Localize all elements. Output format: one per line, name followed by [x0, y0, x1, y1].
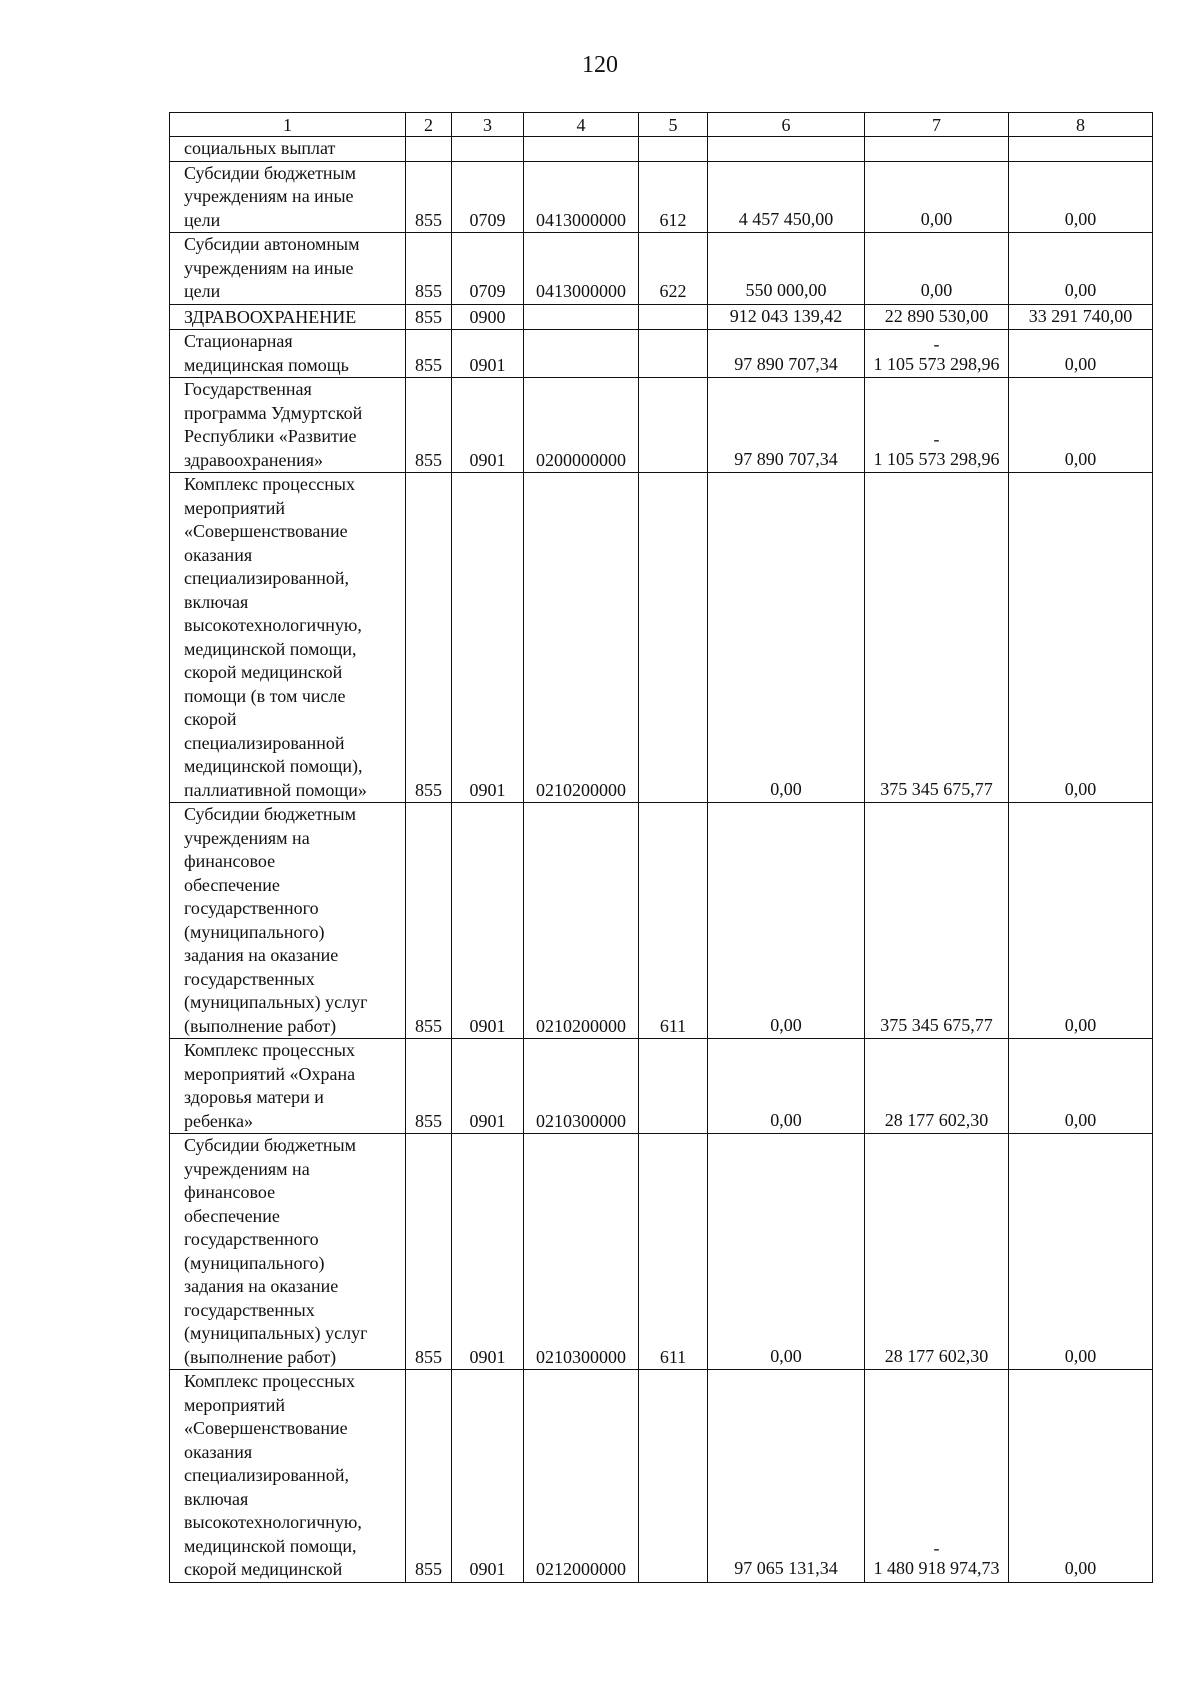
section-code-cell: 0901 [452, 330, 524, 378]
target-article-cell: 0210300000 [524, 1039, 639, 1134]
amount-value: 375 345 675,77 [880, 1014, 993, 1035]
ministry-code-cell: 855 [406, 1370, 452, 1583]
section-code-cell: 0901 [452, 1370, 524, 1583]
expense-type-cell: 612 [639, 161, 708, 233]
amount-col8-cell: 0,00 [1009, 1039, 1153, 1134]
amount-col8-cell: 0,00 [1009, 161, 1153, 233]
target-article-cell: 0413000000 [524, 233, 639, 305]
amount-col6-cell: 97 890 707,34 [708, 330, 865, 378]
amount-value: 28 177 602,30 [884, 1109, 989, 1130]
amount-col7-cell [865, 803, 1009, 1039]
dash-mark: - [933, 333, 940, 354]
row-name-cell: Комплекс процессных мероприятий «Охрана здоровья матери и ребенка» [170, 1039, 406, 1134]
ministry-code-cell: 855 [406, 1134, 452, 1370]
table-row [170, 304, 1153, 330]
amount-value: 0,00 [920, 208, 953, 229]
amount-col8-cell: 0,00 [1009, 378, 1153, 473]
row-name-cell: Субсидии бюджетным учреждениям на иные цели [170, 161, 406, 233]
amount-col8-cell: 0,00 [1009, 1370, 1153, 1583]
ministry-code-cell: 855 [406, 378, 452, 473]
column-header: 6 [708, 113, 865, 137]
column-header: 4 [524, 113, 639, 137]
table-row [170, 137, 1153, 162]
amount-col7-cell [865, 1134, 1009, 1370]
section-code-cell: 0900 [452, 304, 524, 330]
dash-mark: - [933, 1538, 940, 1558]
amount-value: 1 480 918 974,73 [873, 1558, 1000, 1578]
target-article-cell [524, 137, 639, 162]
ministry-code-cell [406, 137, 452, 162]
amount-col6-cell: 0,00 [708, 1134, 865, 1370]
amount-col8-cell: 0,00 [1009, 803, 1153, 1039]
expense-type-cell [639, 304, 708, 330]
target-article-cell: 0212000000 [524, 1370, 639, 1583]
amount-col6-cell: 912 043 139,42 [708, 304, 865, 330]
expense-type-cell [639, 378, 708, 473]
row-name-cell: Комплекс процессных мероприятий «Совершенствование оказания специализированной, включая высокотехнологичную, медицинской помощи, скорой медицинской [170, 1370, 406, 1583]
row-name-cell: Стационарная медицинская помощь [170, 330, 406, 378]
section-code-cell: 0901 [452, 473, 524, 803]
section-code-cell: 0901 [452, 378, 524, 473]
ministry-code-cell: 855 [406, 161, 452, 233]
amount-value: 28 177 602,30 [884, 1345, 989, 1366]
ministry-code-cell: 855 [406, 1039, 452, 1134]
amount-col6-cell: 4 457 450,00 [708, 161, 865, 233]
row-name-cell: ЗДРАВООХРАНЕНИЕ [170, 304, 406, 330]
target-article-cell [524, 330, 639, 378]
amount-col6-cell: 97 065 131,34 [708, 1370, 865, 1583]
ministry-code-cell: 855 [406, 803, 452, 1039]
expense-type-cell [639, 1039, 708, 1134]
amount-col8-cell: 0,00 [1009, 233, 1153, 305]
amount-col8-cell: 0,00 [1009, 330, 1153, 378]
ministry-code-cell: 855 [406, 473, 452, 803]
page-number: 120 [582, 52, 618, 78]
amount-col7-cell [865, 161, 1009, 233]
section-code-cell: 0901 [452, 1039, 524, 1134]
section-code-cell [452, 137, 524, 162]
section-code-cell: 0901 [452, 1134, 524, 1370]
amount-col8-cell [1009, 137, 1153, 162]
target-article-cell: 0210200000 [524, 473, 639, 803]
amount-col8-cell: 0,00 [1009, 1134, 1153, 1370]
row-name-cell: социальных выплат [170, 137, 406, 162]
expense-type-cell [639, 137, 708, 162]
budget-table [169, 112, 1153, 1583]
row-name-cell: Комплекс процессных мероприятий «Совершенствование оказания специализированной, включая высокотехнологичную, медицинской помощи, скорой медицинской помощи (в том числе скорой специализированной медицинской помощи), паллиативной помощи» [170, 473, 406, 803]
header-row [170, 113, 1153, 137]
amount-col8-cell: 33 291 740,00 [1009, 304, 1153, 330]
expense-type-cell: 611 [639, 803, 708, 1039]
amount-col7-cell [865, 1370, 1009, 1583]
expense-type-cell [639, 330, 708, 378]
table-row [170, 233, 1153, 305]
amount-col6-cell: 97 890 707,34 [708, 378, 865, 473]
table-row [170, 1370, 1153, 1583]
section-code-cell: 0709 [452, 233, 524, 305]
row-name-cell: Субсидии бюджетным учреждениям на финансовое обеспечение государственного (муниципального) задания на оказание государственных (муниципальных) услуг (выполнение работ) [170, 1134, 406, 1370]
expense-type-cell [639, 1370, 708, 1583]
table-row [170, 378, 1153, 473]
ministry-code-cell: 855 [406, 233, 452, 305]
expense-type-cell: 611 [639, 1134, 708, 1370]
amount-col7-cell [865, 473, 1009, 803]
amount-col6-cell: 0,00 [708, 803, 865, 1039]
ministry-code-cell: 855 [406, 304, 452, 330]
amount-col7-cell [865, 304, 1009, 330]
column-header: 3 [452, 113, 524, 137]
amount-value: 0,00 [920, 280, 953, 300]
ministry-code-cell: 855 [406, 330, 452, 378]
amount-col6-cell: 550 000,00 [708, 233, 865, 305]
column-header: 1 [170, 113, 406, 137]
amount-value: 22 890 530,00 [884, 305, 989, 326]
amount-col7-cell [865, 1039, 1009, 1134]
target-article-cell: 0210300000 [524, 1134, 639, 1370]
table-row [170, 330, 1153, 378]
table-row [170, 1039, 1153, 1134]
row-name-cell: Субсидии автономным учреждениям на иные цели [170, 233, 406, 305]
target-article-cell [524, 304, 639, 330]
amount-col8-cell: 0,00 [1009, 473, 1153, 803]
section-code-cell: 0709 [452, 161, 524, 233]
amount-col7-cell [865, 330, 1009, 378]
table-row [170, 161, 1153, 233]
target-article-cell: 0413000000 [524, 161, 639, 233]
amount-col6-cell [708, 137, 865, 162]
table-row [170, 1134, 1153, 1370]
amount-value: 375 345 675,77 [880, 778, 993, 799]
target-article-cell: 0210200000 [524, 803, 639, 1039]
column-header: 8 [1009, 113, 1153, 137]
expense-type-cell [639, 473, 708, 803]
column-header: 5 [639, 113, 708, 137]
amount-col6-cell: 0,00 [708, 1039, 865, 1134]
amount-col7-cell [865, 137, 1009, 162]
target-article-cell: 0200000000 [524, 378, 639, 473]
amount-col6-cell: 0,00 [708, 473, 865, 803]
expense-type-cell: 622 [639, 233, 708, 305]
section-code-cell: 0901 [452, 803, 524, 1039]
table-row [170, 473, 1153, 803]
column-header: 7 [865, 113, 1009, 137]
row-name-cell: Субсидии бюджетным учреждениям на финансовое обеспечение государственного (муниципального) задания на оказание государственных (муниципальных) услуг (выполнение работ) [170, 803, 406, 1039]
row-name-cell: Государственная программа Удмуртской Республики «Развитие здравоохранения» [170, 378, 406, 473]
column-header: 2 [406, 113, 452, 137]
table-row [170, 803, 1153, 1039]
amount-value: 1 105 573 298,96 [873, 353, 1000, 374]
amount-col7-cell [865, 378, 1009, 473]
dash-mark: - [933, 428, 940, 449]
amount-col7-cell [865, 233, 1009, 305]
amount-value: 1 105 573 298,96 [873, 448, 1000, 469]
